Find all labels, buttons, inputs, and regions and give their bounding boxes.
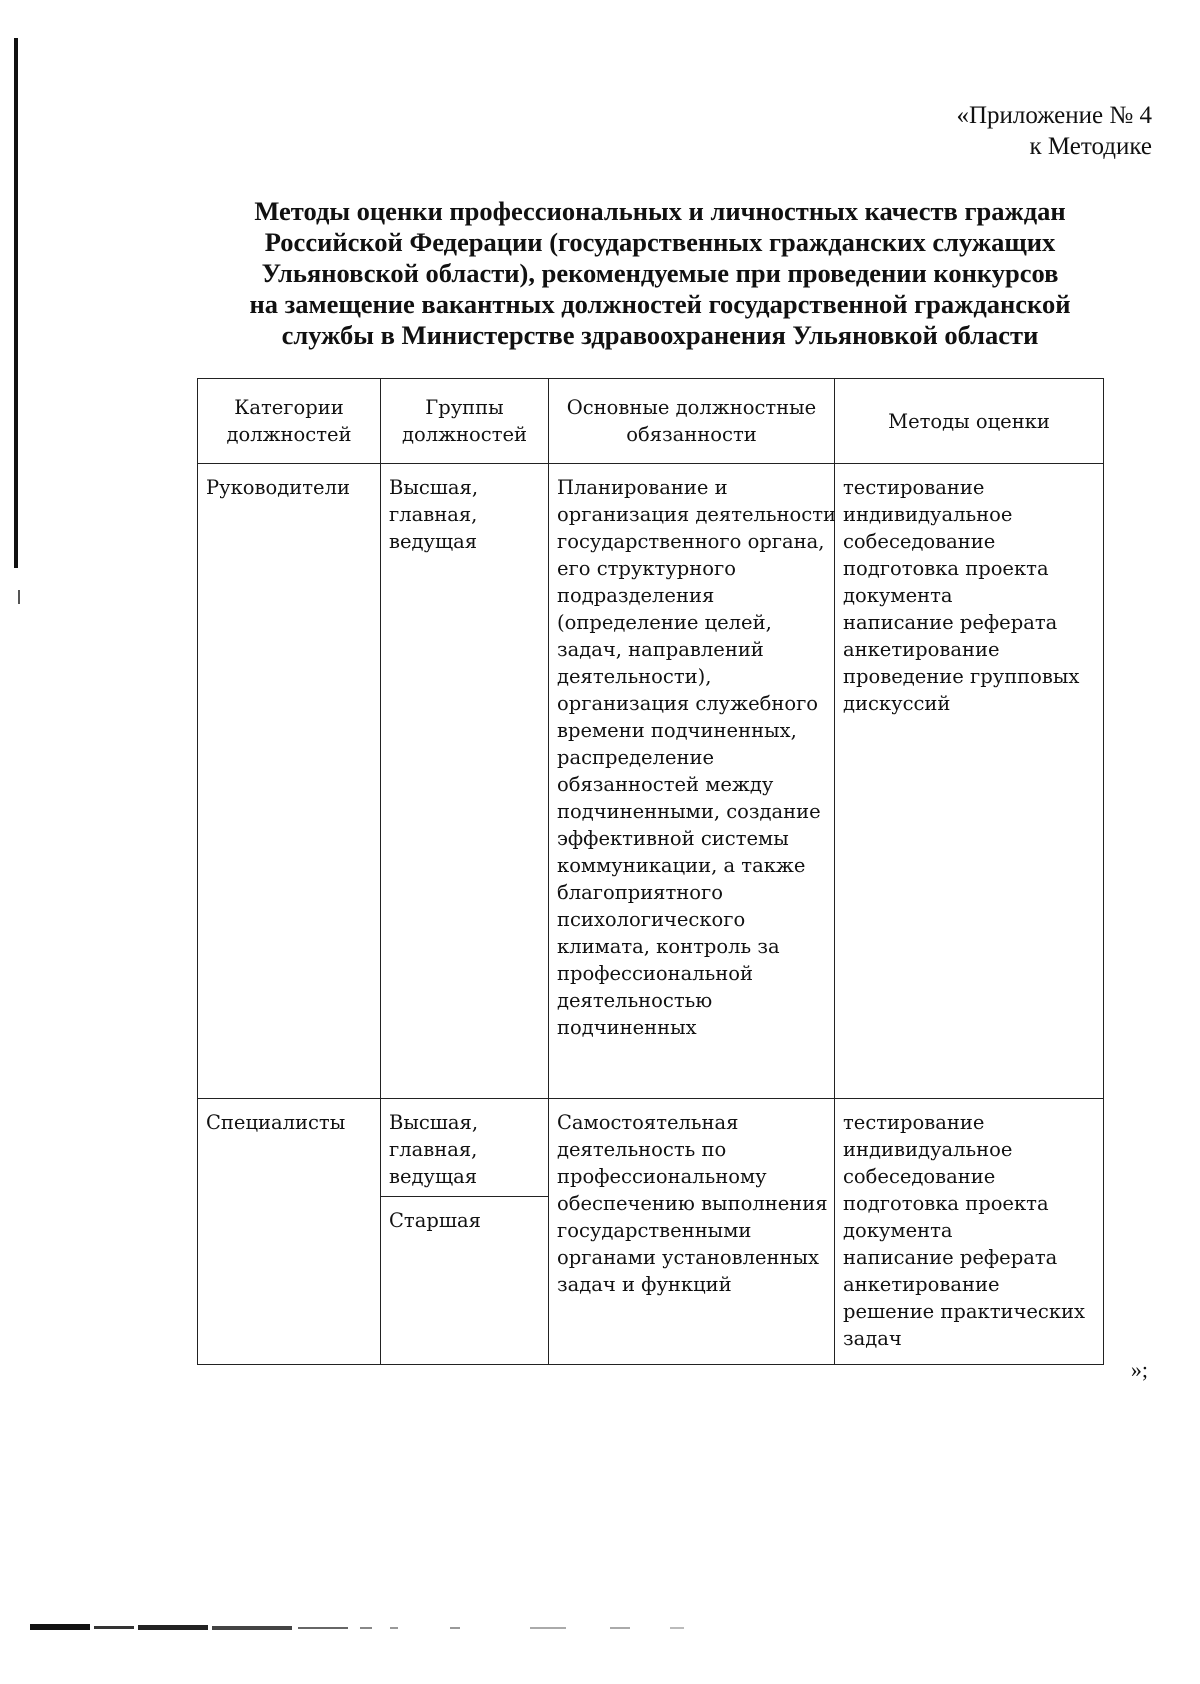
cell-line: анкетирование xyxy=(843,638,1000,661)
cell-line: его структурного xyxy=(557,557,736,580)
cell-line: собеседование xyxy=(843,530,996,553)
title-line: Российской Федерации (государственных гражданских служащих xyxy=(264,227,1056,257)
cell-line: подготовка проекта xyxy=(843,1192,1049,1215)
title-line: на замещение вакантных должностей государственной гражданской xyxy=(249,289,1071,319)
title-line: Методы оценки профессиональных и личностных качеств граждан xyxy=(254,196,1066,226)
header-text: должностей xyxy=(401,423,528,446)
assessment-methods-table xyxy=(197,378,1104,1365)
cell-line: Планирование и xyxy=(557,476,728,499)
cell-line: климата, контроль за xyxy=(557,935,780,958)
appendix-reference xyxy=(956,100,1152,162)
cell-line: профессиональной xyxy=(557,962,753,985)
cell-line: эффективной системы xyxy=(557,827,789,850)
cell-line: подготовка проекта xyxy=(843,557,1049,580)
cell-line: профессиональному xyxy=(557,1165,767,1188)
cell-line: написание реферата xyxy=(843,611,1058,634)
header-duties xyxy=(549,379,835,464)
cell-line: дискуссий xyxy=(843,692,951,715)
cell-line: анкетирование xyxy=(843,1273,1000,1296)
cell-line: подчиненными, создание xyxy=(557,800,821,823)
scan-margin-mark xyxy=(14,38,18,568)
cell-line: Самостоятельная xyxy=(557,1111,739,1134)
cell-groups xyxy=(381,1099,549,1365)
cell-line: документа xyxy=(843,584,953,607)
cell-line: написание реферата xyxy=(843,1246,1058,1269)
cell-line: собеседование xyxy=(843,1165,996,1188)
cell-line: деятельностью xyxy=(557,989,713,1012)
cell-line: главная, xyxy=(389,503,478,526)
cell-category: Руководители xyxy=(198,464,381,1099)
cell-line: Высшая, xyxy=(389,1111,479,1134)
cell-line: организация служебного xyxy=(557,692,819,715)
cell-line: психологического xyxy=(557,908,746,931)
cell-line: обеспечению выполнения xyxy=(557,1192,828,1215)
cell-line: тестирование xyxy=(843,476,985,499)
cell-line: Высшая, xyxy=(389,476,479,499)
cell-line: коммуникации, а также xyxy=(557,854,806,877)
cell-line: задач, направлений xyxy=(557,638,764,661)
cell-duties xyxy=(549,1099,835,1365)
cell-line: обязанностей между xyxy=(557,773,774,796)
header-text: Основные должностные xyxy=(566,396,817,419)
table-row-managers xyxy=(198,464,1104,1099)
header-text: Группы xyxy=(425,396,504,419)
table-header-row xyxy=(198,379,1104,464)
appendix-number: «Приложение № 4 xyxy=(956,102,1152,129)
cell-line: ведущая xyxy=(389,530,478,553)
header-methods xyxy=(835,379,1104,464)
cell-line: тестирование xyxy=(843,1111,985,1134)
header-text: обязанности xyxy=(626,423,757,446)
group-senior: Старшая xyxy=(381,1196,548,1238)
cell-line: распределение xyxy=(557,746,715,769)
cell-line: организация деятельности xyxy=(557,503,836,526)
cell-duties xyxy=(549,464,835,1099)
cell-line: индивидуальное xyxy=(843,1138,1013,1161)
cell-line: ведущая xyxy=(389,1165,478,1188)
cell-line: подразделения xyxy=(557,584,715,607)
cell-line: органами установленных xyxy=(557,1246,820,1269)
title-line: службы в Министерстве здравоохранения Ульяновкой области xyxy=(281,320,1039,350)
group-list xyxy=(389,1109,542,1190)
cell-line: времени подчиненных, xyxy=(557,719,797,742)
title-line: Ульяновской области), рекомендуемые при проведении конкурсов xyxy=(261,258,1059,288)
cell-line: главная, xyxy=(389,1138,478,1161)
cell-line: подчиненных xyxy=(557,1016,697,1039)
cell-methods xyxy=(835,1099,1104,1365)
table-row-specialists xyxy=(198,1099,1104,1365)
cell-line: проведение групповых xyxy=(843,665,1080,688)
scan-artifact xyxy=(30,1620,750,1634)
document-title xyxy=(190,196,1130,351)
cell-line: государственными xyxy=(557,1219,752,1242)
cell-category: Специалисты xyxy=(198,1099,381,1365)
header-text: Категории xyxy=(234,396,344,419)
header-text: должностей xyxy=(226,423,352,446)
header-categories xyxy=(198,379,381,464)
cell-methods xyxy=(835,464,1104,1099)
cell-line: документа xyxy=(843,1219,953,1242)
cell-line: деятельность по xyxy=(557,1138,727,1161)
cell-line: решение практических xyxy=(843,1300,1086,1323)
scan-margin-tick xyxy=(18,590,20,604)
cell-line: государственного органа, xyxy=(557,530,825,553)
cell-line: деятельности), xyxy=(557,665,712,688)
closing-quote-mark: »; xyxy=(1130,1357,1148,1382)
cell-groups xyxy=(381,464,549,1099)
cell-line: задач и функций xyxy=(557,1273,732,1296)
header-text: Методы оценки xyxy=(888,409,1050,433)
cell-line: благоприятного xyxy=(557,881,723,904)
cell-line: (определение целей, xyxy=(557,611,772,634)
header-groups xyxy=(381,379,549,464)
cell-line: задач xyxy=(843,1327,902,1350)
cell-line: индивидуальное xyxy=(843,503,1013,526)
appendix-document: к Методике xyxy=(1029,133,1152,160)
